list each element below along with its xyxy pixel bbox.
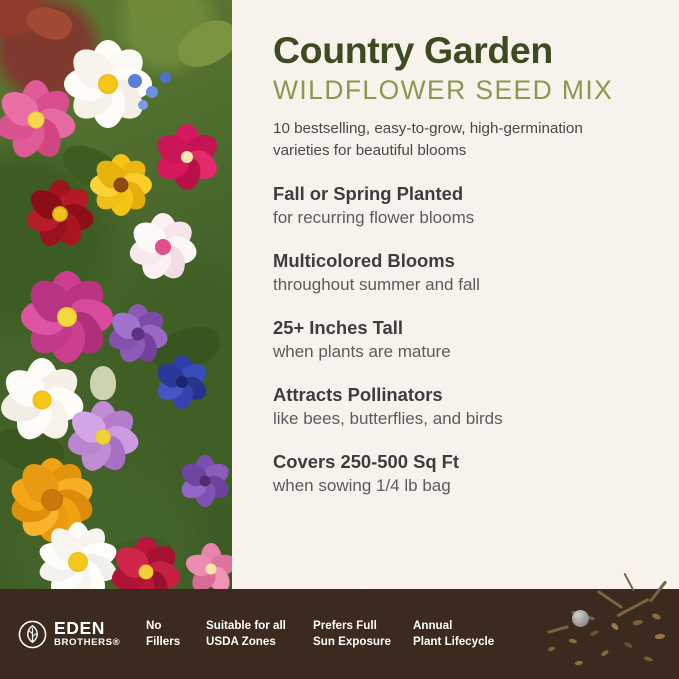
- seed: [590, 629, 600, 637]
- feature-heading: Fall or Spring Planted: [273, 182, 464, 204]
- bullet-line1: No: [146, 619, 162, 633]
- feature-sub: like bees, butterflies, and birds: [273, 409, 503, 429]
- feature-sub: for recurring flower blooms: [273, 207, 475, 227]
- feature-item: [273, 250, 651, 296]
- seed-twig: [623, 573, 634, 592]
- seed-twig: [547, 625, 569, 634]
- blue-cornflower: [152, 352, 212, 412]
- feature-item: [273, 451, 651, 497]
- bullet-line2: Sun Exposure: [313, 635, 391, 648]
- bullet-line2: USDA Zones: [206, 635, 276, 648]
- feature-heading: Covers 250-500 Sq Ft: [273, 451, 460, 473]
- seed: [548, 646, 556, 652]
- seed: [644, 656, 654, 662]
- seed-twig: [597, 590, 624, 609]
- list-item: [146, 618, 206, 649]
- seed: [610, 622, 619, 631]
- feature-sub: when sowing 1/4 lb bag: [273, 476, 451, 496]
- purple-cornflower: [104, 300, 172, 368]
- feature-heading: Attracts Pollinators: [273, 384, 443, 406]
- forget-me-not-cluster: [138, 100, 148, 110]
- white-dianthus-flower: [124, 208, 202, 286]
- bullet-line2: Fillers: [146, 635, 181, 648]
- feature-item: [273, 317, 651, 363]
- seed: [601, 649, 610, 657]
- feature-heading: Multicolored Blooms: [273, 249, 455, 271]
- scale-coin: [572, 610, 589, 627]
- seed: [575, 660, 584, 666]
- feature-heading: 25+ Inches Tall: [273, 316, 403, 338]
- feature-sub: throughout summer and fall: [273, 274, 480, 294]
- flower-bud: [90, 366, 116, 400]
- brand-name-line1: EDEN: [54, 618, 106, 639]
- forget-me-not-cluster: [146, 86, 158, 98]
- yellow-coreopsis-flower: [86, 150, 156, 220]
- bullet-line1: Prefers Full: [313, 619, 377, 633]
- seed: [633, 619, 644, 626]
- wildflower-photo: [0, 0, 232, 601]
- list-item: [313, 618, 413, 649]
- feature-sub: when plants are mature: [273, 341, 451, 361]
- seed-twig: [649, 580, 667, 602]
- bullet-line1: Suitable for all: [206, 619, 286, 633]
- product-title: Country Garden: [273, 29, 553, 71]
- bullet-line1: Annual: [413, 619, 453, 633]
- feature-item: [273, 384, 651, 430]
- pink-dianthus-flower: [150, 120, 224, 194]
- brand-logo[interactable]: [18, 620, 146, 649]
- list-item: [206, 618, 313, 649]
- magenta-cosmos-flower: [18, 268, 116, 366]
- bullet-line2: Plant Lifecycle: [413, 635, 495, 648]
- feature-item: [273, 183, 651, 229]
- purple-cornflower: [176, 452, 232, 510]
- seed: [569, 638, 578, 644]
- forget-me-not-cluster: [160, 72, 171, 83]
- brand-name-line2: BROTHERS®: [54, 637, 121, 649]
- leaf-circle-icon: [18, 620, 47, 649]
- product-subtitle: WILDFLOWER SEED MIX: [273, 74, 614, 105]
- forget-me-not-cluster: [128, 74, 142, 88]
- seed: [651, 613, 661, 621]
- seed: [655, 633, 666, 639]
- seed-pile: [429, 561, 679, 679]
- product-blurb: 10 bestselling, easy-to-grow, high-germination varieties for beautiful blooms: [273, 119, 583, 159]
- seed: [624, 641, 634, 649]
- text-panel: [232, 0, 679, 601]
